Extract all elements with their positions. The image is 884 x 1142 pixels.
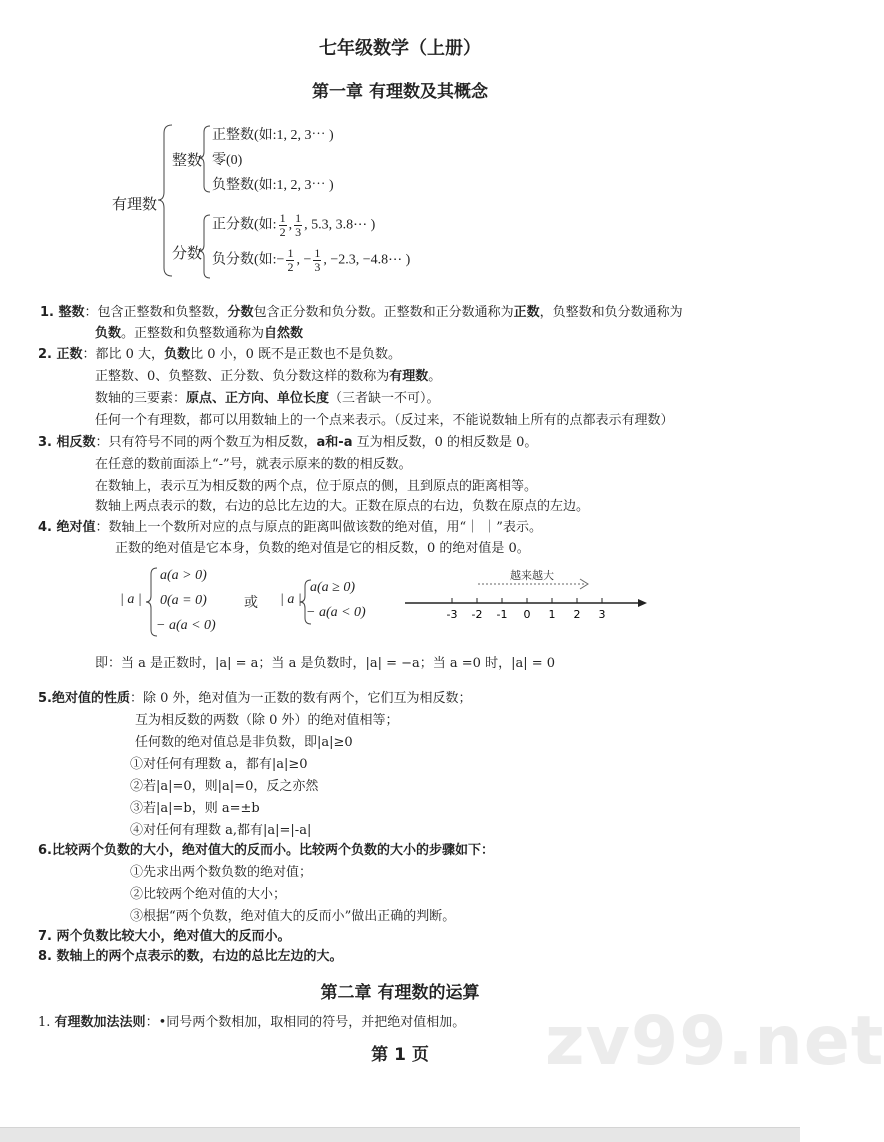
text-line (38, 928, 291, 946)
text-segment: ③根据“两个负数，绝对值大的反而小”做出正确的判断。 (130, 909, 456, 924)
bold-term: 负数 (95, 326, 122, 341)
fraction: $\frac{1}{3}$ (295, 211, 302, 239)
tick-label: 2 (573, 608, 581, 621)
text-segment: ②比较两个绝对值的大小； (130, 887, 287, 902)
bold-term: 有理数加法法则 (54, 1015, 146, 1030)
numberline-label: 越来越大 (510, 569, 554, 582)
text-segment: （三者缺一不可）。 (329, 391, 440, 406)
bold-term: 分数 (227, 305, 254, 320)
bold-term: 6.比较两个负数的大小，绝对值大的反而小。比较两个负数的大小的步骤如下： (38, 843, 494, 858)
bold-term: 负数 (164, 347, 191, 362)
axis-arrow-icon (638, 599, 647, 607)
or-label: 或 (244, 596, 258, 611)
text-line (38, 948, 343, 966)
bold-term: 原点、正方向、单位长度 (186, 391, 330, 406)
watermark: zv99.net (545, 1002, 884, 1081)
text-line (135, 734, 353, 752)
text-segment: ：只有符号不同的两个数互为相反数， (95, 435, 317, 450)
text-segment: 数轴的三要素： (95, 391, 187, 406)
text-segment: 正整数、0、负整数、正分数、负分数这样的数称为 (95, 369, 390, 384)
tick-label: 1 (548, 608, 556, 621)
text-segment: ：包含正整数和负整数， (84, 305, 228, 320)
case-line: 0(a = 0) (160, 593, 207, 608)
bold-term: 1. (40, 305, 59, 320)
fractions-label: 分数 (172, 246, 203, 262)
bold-term: 有理数 (389, 369, 429, 384)
tree-item-negative-fractions: 负分数(如:− $\frac{1}{2}$ , − $\frac{1}{3}$ , −2.3, −4.8⋯ ) (212, 246, 411, 274)
text-segment: 比 0 小，0 既不是正数也不是负数。 (190, 347, 402, 362)
tree-item-positive-fractions: 正分数(如: $\frac{1}{2}$ , $\frac{1}{3}$ , 5.3, 3.8⋯ ) (212, 211, 376, 239)
text-segment: ：•同号两个数相加，取相同的符号，并把绝对值相加。 (145, 1015, 466, 1030)
text-line (130, 756, 308, 774)
bold-term: 8. 数轴上的两个点表示的数，右边的总比左边的大。 (38, 949, 343, 964)
bold-term: 3. 相反数 (38, 435, 96, 450)
text-segment: ：都比 0 大， (82, 347, 165, 362)
bold-term: 正数 (513, 305, 540, 320)
text-line (38, 690, 472, 708)
case-line: − a(a < 0) (156, 618, 216, 633)
tree-item: 正整数(如:1, 2, 3⋯ ) (212, 128, 334, 143)
integers-label: 整数 (172, 153, 203, 169)
tick-label: 3 (598, 608, 606, 621)
text-segment: ：除 0 外，绝对值为一正数的数有两个，它们互为相反数； (129, 691, 472, 706)
document-title: 七年级数学（上册） (319, 38, 481, 59)
text: 负分数(如:− (212, 252, 285, 268)
text-line (130, 908, 455, 926)
text-line (130, 800, 260, 818)
text-segment: 。正整数和负整数通称为 (121, 326, 265, 341)
text-segment: ，负整数和负分数通称为 (539, 305, 683, 320)
tick-label: 0 (523, 608, 531, 621)
bold-term: 4. 绝对值 (38, 520, 96, 535)
bold-term: 2. 正数 (38, 347, 83, 362)
abs-summary: 即：当 a 是正数时，|a| = a；当 a 是负数时，|a| = −a；当 a =0 时，|a| = 0 (95, 656, 556, 671)
tree-item: 负整数(如:1, 2, 3⋯ ) (212, 178, 334, 193)
tick-label: -1 (496, 608, 508, 621)
fraction: $\frac{1}{2}$ (279, 211, 286, 239)
case-line: − a(a < 0) (306, 605, 366, 620)
fraction: $\frac{1}{2}$ (287, 246, 294, 274)
text-segment: 包含正分数和负分数。正整数和正分数通称为 (253, 305, 514, 320)
text-segment: ④对任何有理数 a,都有|a|=|-a| (130, 823, 312, 838)
text-segment: ①先求出两个数负数的绝对值； (130, 865, 313, 880)
case-line: a(a ≥ 0) (310, 580, 356, 595)
text-segment: 。 (428, 369, 442, 384)
case-line: a(a > 0) (160, 568, 207, 583)
bold-term: 整数 (58, 305, 85, 320)
text-line (130, 822, 311, 840)
text-segment: ：数轴上一个数所对应的点与原点的距离叫做该数的绝对值，用“｜ ｜”表示。 (95, 520, 542, 535)
tree-root: 有理数 (112, 197, 158, 213)
tree-item: 零(0) (212, 153, 243, 168)
tick-label: -2 (471, 608, 483, 621)
text-segment: 1. (38, 1015, 55, 1030)
text-segment: 正数的绝对值是它本身，负数的绝对值是它的相反数，0 的绝对值是 0。 (115, 541, 530, 556)
text-line (135, 712, 399, 730)
text-segment: 互为相反数的两数（除 0 外）的绝对值相等； (135, 713, 399, 728)
chapter-2-title: 第二章 有理数的运算 (320, 983, 480, 1003)
page-number: 第 1 页 (371, 1045, 429, 1065)
text-segment: ①对任何有理数 a，都有|a|≥0 (130, 757, 308, 772)
chapter-1-title: 第一章 有理数及其概念 (312, 82, 488, 102)
bold-term: a和-a (316, 435, 353, 450)
bold-term: 7. 两个负数比较大小，绝对值大的反而小。 (38, 929, 291, 944)
text-segment: 数轴上两点表示的数，右边的总比左边的大。正数在原点的右边，负数在原点的左边。 (95, 499, 590, 514)
text-line (38, 1014, 465, 1032)
text-segment: 任何数的绝对值总是非负数，即|a|≥0 (135, 735, 353, 750)
text: 正分数(如: (212, 217, 277, 233)
abs-lhs: | a | (120, 592, 142, 607)
bold-term: 5.绝对值的性质 (38, 691, 130, 706)
text-segment: 在任意的数前面添上“-”号，就表示原来的数的相反数。 (95, 457, 412, 472)
tick-label: -3 (446, 608, 458, 621)
number-line (0, 560, 800, 630)
abs-lhs: | a | (280, 592, 302, 607)
text-segment: ②若|a|=0，则|a|=0，反之亦然 (130, 779, 319, 794)
fraction: $\frac{1}{3}$ (314, 246, 321, 274)
page-footer-bar (0, 1127, 800, 1142)
text-line (130, 886, 286, 904)
text-line (130, 864, 312, 882)
text-segment: 在数轴上，表示互为相反数的两个点，位于原点的侧，且到原点的距离相等。 (95, 479, 538, 494)
text-line (130, 778, 318, 796)
text-segment: 任何一个有理数，都可以用数轴上的一个点来表示。（反过来，不能说数轴上所有的点都表示有理数） (95, 413, 674, 428)
bold-term: 自然数 (264, 326, 304, 341)
text-line (38, 842, 494, 860)
text-segment: ③若|a|=b，则 a=±b (130, 801, 260, 816)
text-segment: 互为相反数，0 的相反数是 0。 (352, 435, 538, 450)
